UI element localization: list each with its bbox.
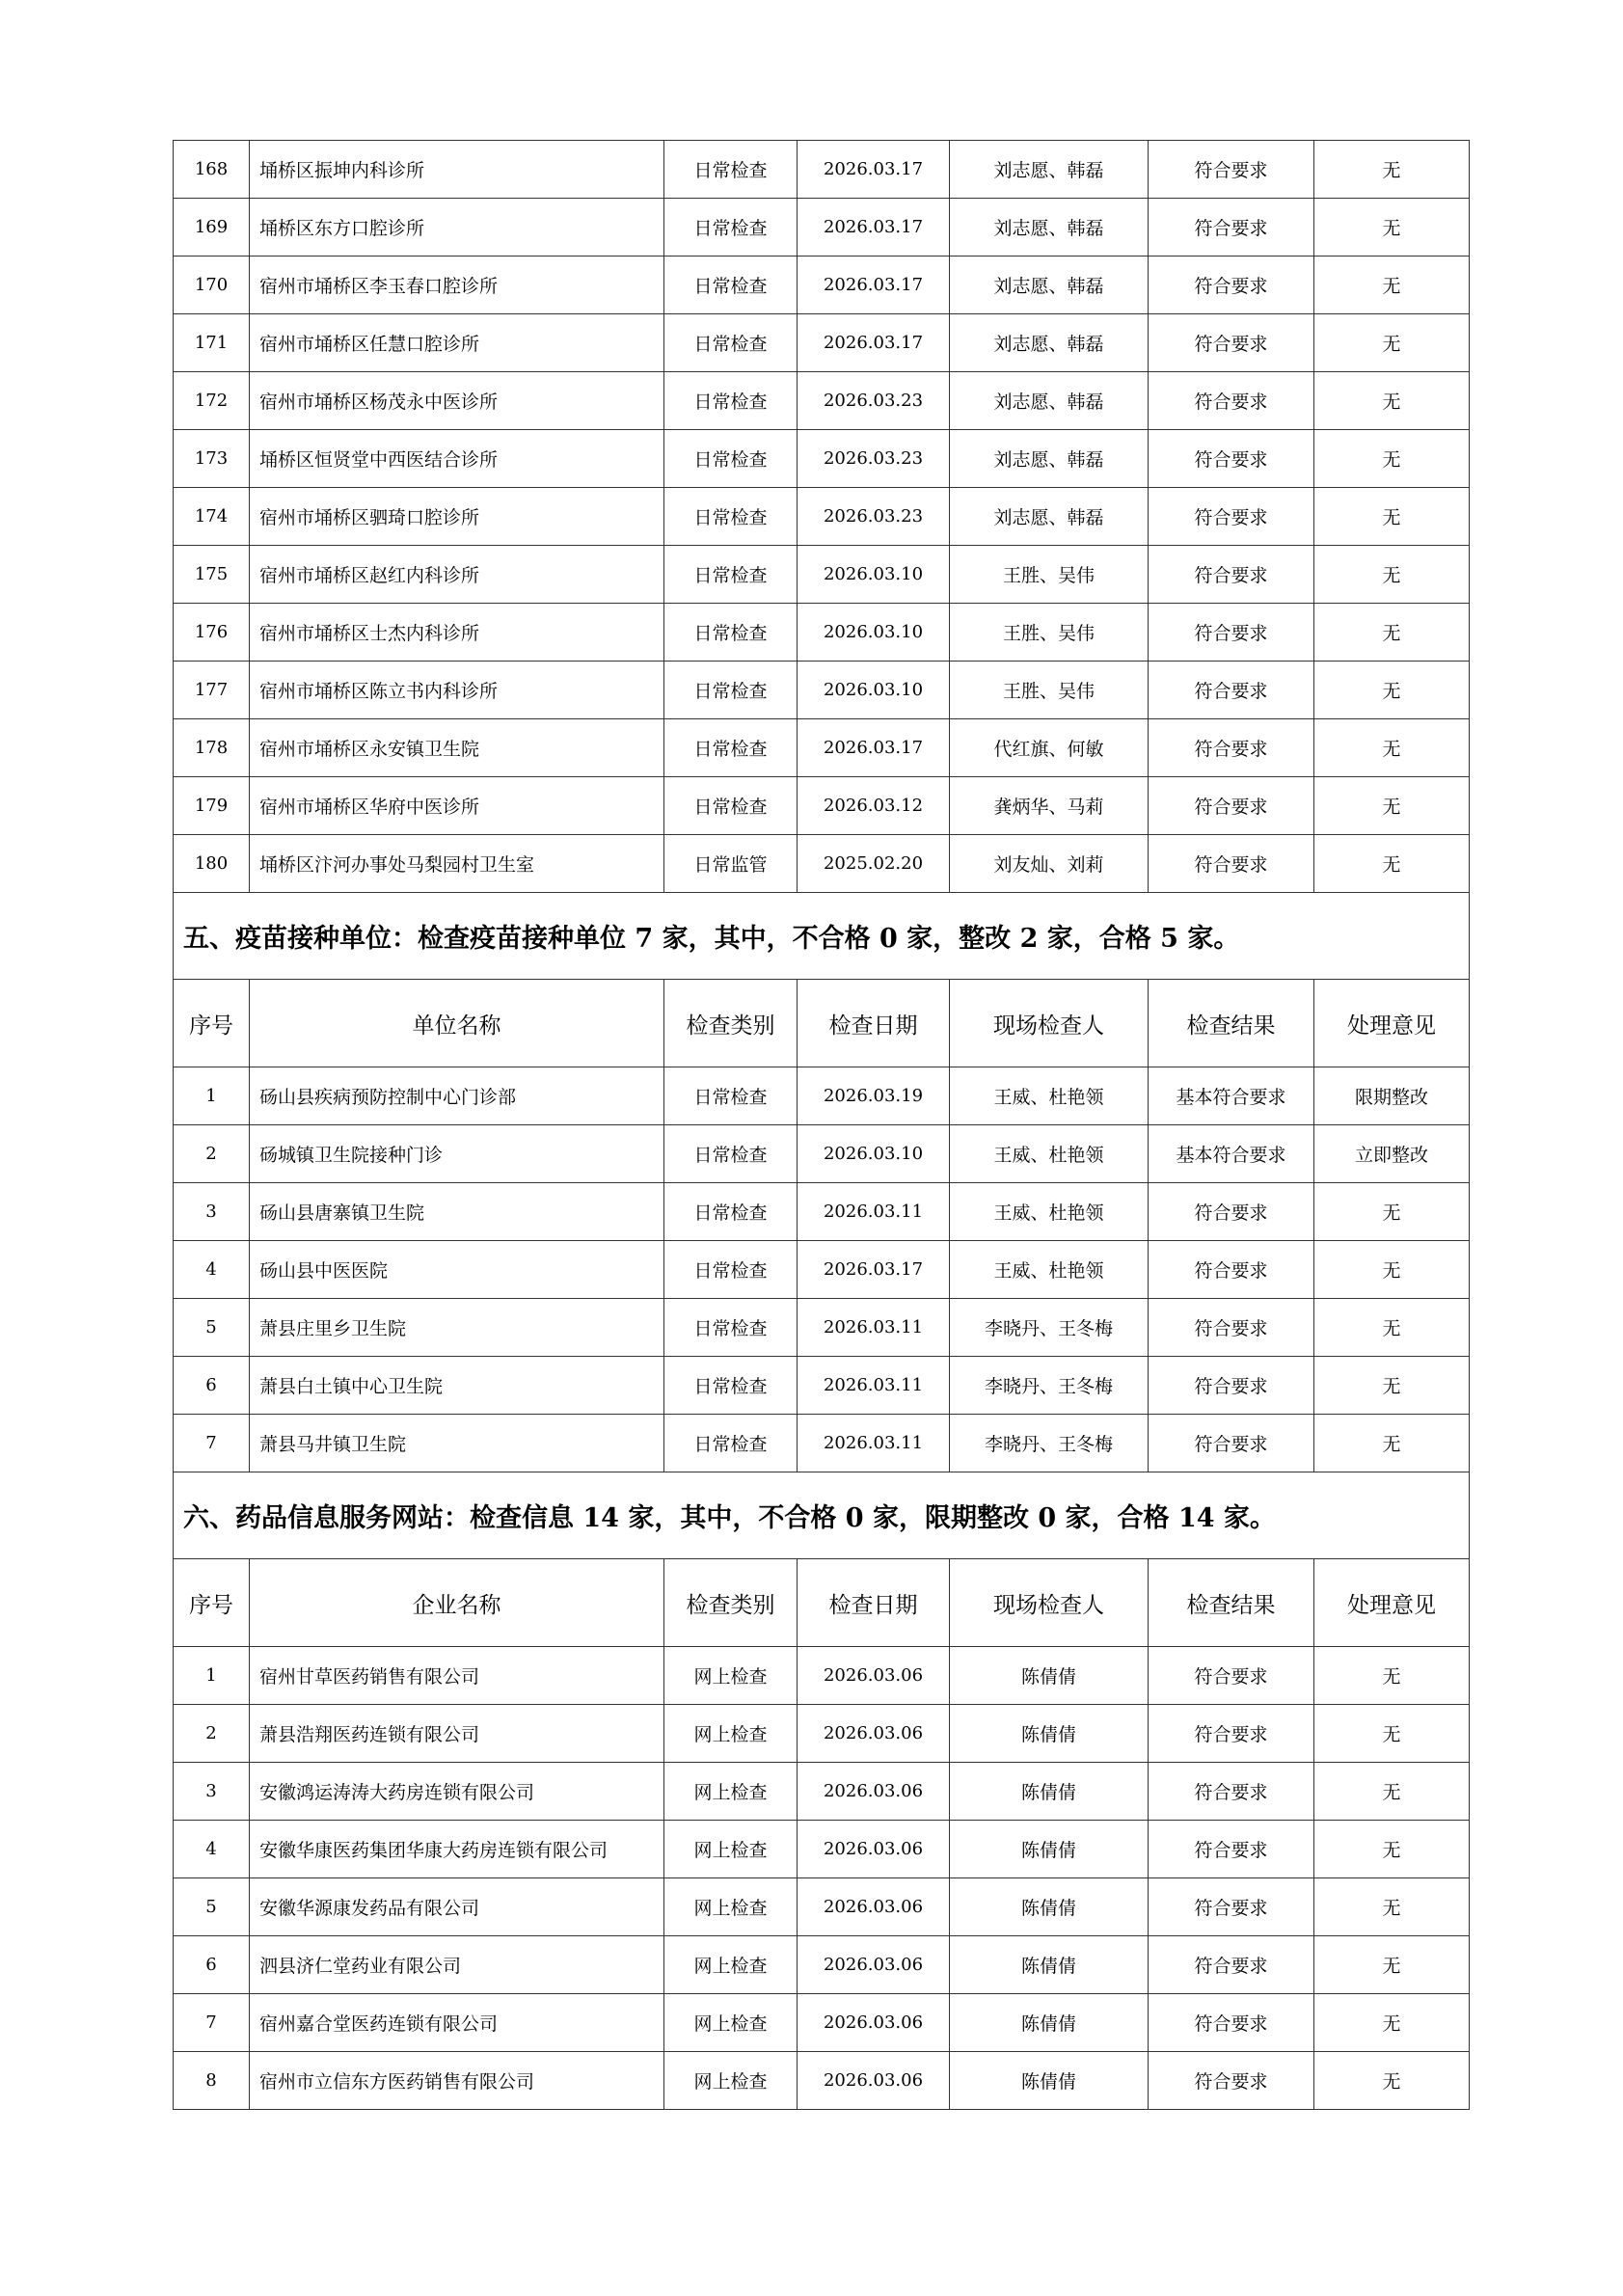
cell-type: 日常检查 xyxy=(664,141,798,199)
vaccine-row xyxy=(174,1067,1470,1125)
section-title: 五、疫苗接种单位：检查疫苗接种单位 7 家，其中，不合格 0 家，整改 2 家，合格 5 家。 xyxy=(174,893,1470,980)
cell-name: 埇桥区恒贤堂中西医结合诊所 xyxy=(250,430,664,488)
cell-result: 符合要求 xyxy=(1149,314,1314,372)
cell-no: 8 xyxy=(174,2052,250,2110)
cell-name: 萧县马井镇卫生院 xyxy=(250,1415,664,1472)
cell-name: 宿州市立信东方医药销售有限公司 xyxy=(250,2052,664,2110)
cell-type: 日常检查 xyxy=(664,546,798,604)
cell-inspectors: 李晓丹、王冬梅 xyxy=(950,1415,1149,1472)
website-row xyxy=(174,1705,1470,1763)
cell-type: 日常检查 xyxy=(664,1067,798,1125)
cell-result: 符合要求 xyxy=(1149,835,1314,893)
cell-inspectors: 刘志愿、韩磊 xyxy=(950,488,1149,546)
cell-inspectors: 刘志愿、韩磊 xyxy=(950,141,1149,199)
header-inspectors: 现场检查人 xyxy=(950,1559,1149,1647)
cell-opinion: 无 xyxy=(1314,604,1470,662)
cell-no: 5 xyxy=(174,1299,250,1357)
cell-opinion: 无 xyxy=(1314,1705,1470,1763)
cell-result: 符合要求 xyxy=(1149,1415,1314,1472)
cell-date: 2026.03.10 xyxy=(798,662,950,719)
cell-result: 符合要求 xyxy=(1149,1299,1314,1357)
cell-date: 2026.03.10 xyxy=(798,1125,950,1183)
cell-type: 日常检查 xyxy=(664,199,798,257)
cell-opinion: 无 xyxy=(1314,2052,1470,2110)
cell-type: 日常检查 xyxy=(664,1415,798,1472)
header-date: 检查日期 xyxy=(798,980,950,1067)
cell-type: 日常检查 xyxy=(664,314,798,372)
cell-result: 符合要求 xyxy=(1149,604,1314,662)
cell-result: 符合要求 xyxy=(1149,1705,1314,1763)
cell-date: 2026.03.11 xyxy=(798,1299,950,1357)
cell-type: 网上检查 xyxy=(664,2052,798,2110)
table-header-row xyxy=(174,980,1470,1067)
cell-opinion: 无 xyxy=(1314,372,1470,430)
cell-inspectors: 刘友灿、刘莉 xyxy=(950,835,1149,893)
cell-name: 安徽鸿运涛涛大药房连锁有限公司 xyxy=(250,1763,664,1821)
website-row xyxy=(174,1994,1470,2052)
cell-no: 6 xyxy=(174,1357,250,1415)
cell-no: 1 xyxy=(174,1067,250,1125)
clinic-row xyxy=(174,257,1470,314)
header-opinion: 处理意见 xyxy=(1314,980,1470,1067)
header-no: 序号 xyxy=(174,980,250,1067)
cell-name: 埇桥区汴河办事处马梨园村卫生室 xyxy=(250,835,664,893)
cell-inspectors: 王威、杜艳领 xyxy=(950,1067,1149,1125)
cell-no: 174 xyxy=(174,488,250,546)
cell-inspectors: 陈倩倩 xyxy=(950,1705,1149,1763)
cell-opinion: 立即整改 xyxy=(1314,1125,1470,1183)
cell-opinion: 无 xyxy=(1314,546,1470,604)
cell-type: 日常检查 xyxy=(664,430,798,488)
cell-result: 符合要求 xyxy=(1149,1821,1314,1878)
cell-date: 2026.03.17 xyxy=(798,257,950,314)
cell-inspectors: 王威、杜艳领 xyxy=(950,1183,1149,1241)
cell-opinion: 无 xyxy=(1314,314,1470,372)
header-opinion: 处理意见 xyxy=(1314,1559,1470,1647)
header-type: 检查类别 xyxy=(664,1559,798,1647)
vaccine-row xyxy=(174,1357,1470,1415)
cell-opinion: 无 xyxy=(1314,1299,1470,1357)
cell-type: 日常监管 xyxy=(664,835,798,893)
cell-date: 2026.03.06 xyxy=(798,1936,950,1994)
cell-result: 符合要求 xyxy=(1149,199,1314,257)
cell-opinion: 无 xyxy=(1314,835,1470,893)
cell-result: 符合要求 xyxy=(1149,1241,1314,1299)
cell-type: 网上检查 xyxy=(664,1994,798,2052)
cell-no: 172 xyxy=(174,372,250,430)
cell-date: 2026.03.06 xyxy=(798,1647,950,1705)
cell-opinion: 无 xyxy=(1314,1647,1470,1705)
cell-inspectors: 李晓丹、王冬梅 xyxy=(950,1299,1149,1357)
cell-name: 宿州市埇桥区华府中医诊所 xyxy=(250,777,664,835)
cell-type: 网上检查 xyxy=(664,1763,798,1821)
cell-no: 4 xyxy=(174,1241,250,1299)
cell-opinion: 限期整改 xyxy=(1314,1067,1470,1125)
cell-type: 日常检查 xyxy=(664,662,798,719)
clinic-row xyxy=(174,372,1470,430)
cell-no: 175 xyxy=(174,546,250,604)
header-name: 企业名称 xyxy=(250,1559,664,1647)
cell-type: 日常检查 xyxy=(664,372,798,430)
cell-date: 2026.03.06 xyxy=(798,1705,950,1763)
table-header-row xyxy=(174,1559,1470,1647)
cell-result: 符合要求 xyxy=(1149,257,1314,314)
cell-name: 宿州市埇桥区杨茂永中医诊所 xyxy=(250,372,664,430)
cell-inspectors: 陈倩倩 xyxy=(950,1936,1149,1994)
cell-opinion: 无 xyxy=(1314,1241,1470,1299)
cell-name: 砀山县中医医院 xyxy=(250,1241,664,1299)
cell-inspectors: 刘志愿、韩磊 xyxy=(950,430,1149,488)
clinic-row xyxy=(174,546,1470,604)
cell-inspectors: 王威、杜艳领 xyxy=(950,1125,1149,1183)
cell-date: 2026.03.17 xyxy=(798,141,950,199)
cell-no: 177 xyxy=(174,662,250,719)
cell-result: 符合要求 xyxy=(1149,430,1314,488)
cell-type: 日常检查 xyxy=(664,1241,798,1299)
cell-result: 符合要求 xyxy=(1149,2052,1314,2110)
cell-result: 符合要求 xyxy=(1149,719,1314,777)
website-row xyxy=(174,1936,1470,1994)
cell-date: 2026.03.17 xyxy=(798,314,950,372)
cell-inspectors: 陈倩倩 xyxy=(950,2052,1149,2110)
website-row xyxy=(174,1878,1470,1936)
clinic-row xyxy=(174,488,1470,546)
cell-opinion: 无 xyxy=(1314,777,1470,835)
cell-type: 日常检查 xyxy=(664,1357,798,1415)
cell-opinion: 无 xyxy=(1314,1936,1470,1994)
cell-no: 6 xyxy=(174,1936,250,1994)
header-name: 单位名称 xyxy=(250,980,664,1067)
cell-name: 萧县白土镇中心卫生院 xyxy=(250,1357,664,1415)
section-title: 六、药品信息服务网站：检查信息 14 家，其中，不合格 0 家，限期整改 0 家，合格 14 家。 xyxy=(174,1472,1470,1559)
cell-date: 2026.03.06 xyxy=(798,1878,950,1936)
cell-no: 2 xyxy=(174,1705,250,1763)
website-row xyxy=(174,2052,1470,2110)
cell-date: 2026.03.12 xyxy=(798,777,950,835)
cell-no: 171 xyxy=(174,314,250,372)
cell-type: 日常检查 xyxy=(664,1125,798,1183)
cell-result: 符合要求 xyxy=(1149,372,1314,430)
cell-result: 符合要求 xyxy=(1149,1878,1314,1936)
cell-inspectors: 龚炳华、马莉 xyxy=(950,777,1149,835)
cell-date: 2026.03.17 xyxy=(798,719,950,777)
cell-inspectors: 刘志愿、韩磊 xyxy=(950,199,1149,257)
cell-type: 日常检查 xyxy=(664,604,798,662)
inspection-table-body xyxy=(174,141,1470,2110)
cell-opinion: 无 xyxy=(1314,662,1470,719)
cell-inspectors: 王胜、吴伟 xyxy=(950,662,1149,719)
cell-inspectors: 陈倩倩 xyxy=(950,1994,1149,2052)
cell-result: 符合要求 xyxy=(1149,1647,1314,1705)
cell-opinion: 无 xyxy=(1314,1357,1470,1415)
cell-type: 日常检查 xyxy=(664,1299,798,1357)
cell-name: 宿州甘草医药销售有限公司 xyxy=(250,1647,664,1705)
cell-type: 日常检查 xyxy=(664,1183,798,1241)
clinic-row xyxy=(174,430,1470,488)
cell-result: 符合要求 xyxy=(1149,1357,1314,1415)
cell-date: 2026.03.23 xyxy=(798,430,950,488)
header-inspectors: 现场检查人 xyxy=(950,980,1149,1067)
section-heading-row xyxy=(174,893,1470,980)
cell-type: 日常检查 xyxy=(664,777,798,835)
cell-date: 2026.03.11 xyxy=(798,1183,950,1241)
website-row xyxy=(174,1821,1470,1878)
header-result: 检查结果 xyxy=(1149,980,1314,1067)
cell-result: 符合要求 xyxy=(1149,1936,1314,1994)
cell-result: 符合要求 xyxy=(1149,546,1314,604)
cell-name: 安徽华源康发药品有限公司 xyxy=(250,1878,664,1936)
cell-inspectors: 陈倩倩 xyxy=(950,1647,1149,1705)
cell-name: 埇桥区东方口腔诊所 xyxy=(250,199,664,257)
cell-name: 宿州市埇桥区陈立书内科诊所 xyxy=(250,662,664,719)
cell-date: 2026.03.17 xyxy=(798,199,950,257)
cell-type: 网上检查 xyxy=(664,1821,798,1878)
cell-opinion: 无 xyxy=(1314,257,1470,314)
cell-date: 2026.03.06 xyxy=(798,1763,950,1821)
clinic-row xyxy=(174,604,1470,662)
cell-type: 日常检查 xyxy=(664,719,798,777)
vaccine-row xyxy=(174,1125,1470,1183)
cell-no: 179 xyxy=(174,777,250,835)
cell-inspectors: 陈倩倩 xyxy=(950,1878,1149,1936)
cell-no: 3 xyxy=(174,1763,250,1821)
cell-type: 日常检查 xyxy=(664,257,798,314)
cell-type: 网上检查 xyxy=(664,1878,798,1936)
cell-type: 网上检查 xyxy=(664,1936,798,1994)
cell-name: 宿州市埇桥区任慧口腔诊所 xyxy=(250,314,664,372)
header-type: 检查类别 xyxy=(664,980,798,1067)
clinic-row xyxy=(174,662,1470,719)
cell-no: 2 xyxy=(174,1125,250,1183)
cell-no: 170 xyxy=(174,257,250,314)
cell-inspectors: 王胜、吴伟 xyxy=(950,546,1149,604)
section-heading-row xyxy=(174,1472,1470,1559)
cell-no: 7 xyxy=(174,1415,250,1472)
cell-date: 2026.03.23 xyxy=(798,372,950,430)
cell-date: 2026.03.17 xyxy=(798,1241,950,1299)
cell-name: 宿州市埇桥区赵红内科诊所 xyxy=(250,546,664,604)
cell-opinion: 无 xyxy=(1314,1183,1470,1241)
clinic-row xyxy=(174,141,1470,199)
cell-inspectors: 王胜、吴伟 xyxy=(950,604,1149,662)
cell-type: 日常检查 xyxy=(664,488,798,546)
cell-result: 符合要求 xyxy=(1149,1763,1314,1821)
cell-inspectors: 刘志愿、韩磊 xyxy=(950,257,1149,314)
header-no: 序号 xyxy=(174,1559,250,1647)
cell-result: 符合要求 xyxy=(1149,1183,1314,1241)
cell-no: 169 xyxy=(174,199,250,257)
cell-name: 安徽华康医药集团华康大药房连锁有限公司 xyxy=(250,1821,664,1878)
cell-result: 符合要求 xyxy=(1149,662,1314,719)
cell-opinion: 无 xyxy=(1314,1763,1470,1821)
cell-inspectors: 陈倩倩 xyxy=(950,1821,1149,1878)
cell-name: 砀城镇卫生院接种门诊 xyxy=(250,1125,664,1183)
vaccine-row xyxy=(174,1183,1470,1241)
cell-date: 2026.03.06 xyxy=(798,1821,950,1878)
website-row xyxy=(174,1763,1470,1821)
cell-opinion: 无 xyxy=(1314,199,1470,257)
cell-inspectors: 陈倩倩 xyxy=(950,1763,1149,1821)
cell-date: 2026.03.10 xyxy=(798,604,950,662)
cell-name: 砀山县唐寨镇卫生院 xyxy=(250,1183,664,1241)
cell-opinion: 无 xyxy=(1314,1994,1470,2052)
cell-name: 泗县济仁堂药业有限公司 xyxy=(250,1936,664,1994)
clinic-row xyxy=(174,199,1470,257)
cell-no: 4 xyxy=(174,1821,250,1878)
vaccine-row xyxy=(174,1415,1470,1472)
cell-opinion: 无 xyxy=(1314,719,1470,777)
cell-date: 2026.03.11 xyxy=(798,1357,950,1415)
cell-opinion: 无 xyxy=(1314,430,1470,488)
cell-name: 宿州市埇桥区李玉春口腔诊所 xyxy=(250,257,664,314)
cell-name: 宿州市埇桥区士杰内科诊所 xyxy=(250,604,664,662)
cell-name: 宿州市埇桥区永安镇卫生院 xyxy=(250,719,664,777)
header-date: 检查日期 xyxy=(798,1559,950,1647)
cell-date: 2026.03.11 xyxy=(798,1415,950,1472)
clinic-row xyxy=(174,314,1470,372)
cell-opinion: 无 xyxy=(1314,1878,1470,1936)
cell-inspectors: 刘志愿、韩磊 xyxy=(950,372,1149,430)
cell-opinion: 无 xyxy=(1314,1821,1470,1878)
cell-date: 2026.03.19 xyxy=(798,1067,950,1125)
cell-result: 符合要求 xyxy=(1149,777,1314,835)
clinic-row xyxy=(174,835,1470,893)
cell-name: 萧县浩翔医药连锁有限公司 xyxy=(250,1705,664,1763)
cell-opinion: 无 xyxy=(1314,488,1470,546)
cell-date: 2025.02.20 xyxy=(798,835,950,893)
cell-opinion: 无 xyxy=(1314,1415,1470,1472)
clinic-row xyxy=(174,777,1470,835)
cell-name: 宿州嘉合堂医药连锁有限公司 xyxy=(250,1994,664,2052)
cell-type: 网上检查 xyxy=(664,1647,798,1705)
cell-date: 2026.03.10 xyxy=(798,546,950,604)
cell-no: 180 xyxy=(174,835,250,893)
inspection-table xyxy=(173,140,1470,2110)
cell-result: 符合要求 xyxy=(1149,1994,1314,2052)
cell-inspectors: 李晓丹、王冬梅 xyxy=(950,1357,1149,1415)
cell-no: 3 xyxy=(174,1183,250,1241)
cell-date: 2026.03.23 xyxy=(798,488,950,546)
cell-name: 宿州市埇桥区驷琦口腔诊所 xyxy=(250,488,664,546)
cell-opinion: 无 xyxy=(1314,141,1470,199)
cell-date: 2026.03.06 xyxy=(798,2052,950,2110)
cell-inspectors: 刘志愿、韩磊 xyxy=(950,314,1149,372)
cell-no: 176 xyxy=(174,604,250,662)
cell-name: 萧县庄里乡卫生院 xyxy=(250,1299,664,1357)
document-page xyxy=(173,140,1470,2110)
cell-no: 168 xyxy=(174,141,250,199)
cell-name: 砀山县疾病预防控制中心门诊部 xyxy=(250,1067,664,1125)
cell-result: 符合要求 xyxy=(1149,141,1314,199)
cell-result: 基本符合要求 xyxy=(1149,1067,1314,1125)
header-result: 检查结果 xyxy=(1149,1559,1314,1647)
cell-inspectors: 代红旗、何敏 xyxy=(950,719,1149,777)
vaccine-row xyxy=(174,1299,1470,1357)
cell-no: 7 xyxy=(174,1994,250,2052)
website-row xyxy=(174,1647,1470,1705)
cell-result: 符合要求 xyxy=(1149,488,1314,546)
cell-no: 173 xyxy=(174,430,250,488)
clinic-row xyxy=(174,719,1470,777)
cell-type: 网上检查 xyxy=(664,1705,798,1763)
vaccine-row xyxy=(174,1241,1470,1299)
cell-no: 1 xyxy=(174,1647,250,1705)
cell-inspectors: 王威、杜艳领 xyxy=(950,1241,1149,1299)
cell-name: 埇桥区振坤内科诊所 xyxy=(250,141,664,199)
cell-no: 178 xyxy=(174,719,250,777)
cell-no: 5 xyxy=(174,1878,250,1936)
cell-result: 基本符合要求 xyxy=(1149,1125,1314,1183)
cell-date: 2026.03.06 xyxy=(798,1994,950,2052)
